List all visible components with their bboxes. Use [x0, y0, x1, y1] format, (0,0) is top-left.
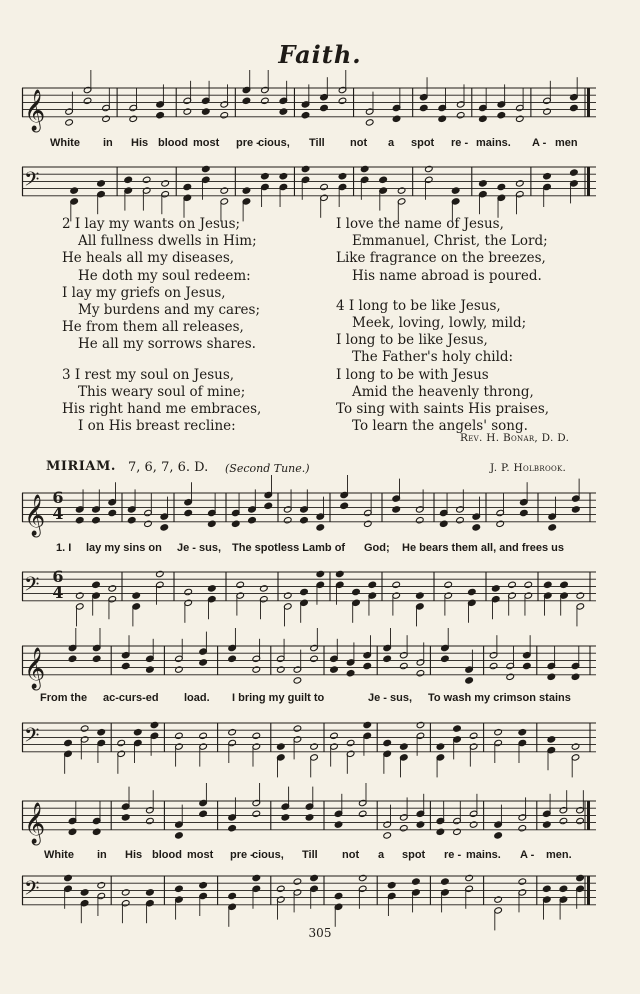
lyric-syllable: From the: [40, 692, 88, 704]
treble-clef-icon: 𝄞: [24, 802, 46, 844]
time-signature-bass: [52, 569, 64, 601]
verse-line: All fullness dwells in Him;: [78, 233, 257, 250]
note-head: [497, 112, 506, 119]
note-head: [334, 892, 343, 899]
time-signature-treble: [52, 490, 64, 522]
lyric-syllable: spot: [402, 849, 426, 861]
lyric-syllable: in: [97, 849, 107, 861]
hymn-title: Faith.: [278, 40, 362, 69]
note-head: [228, 729, 237, 736]
verse-line: 3 I rest my soul on Jesus,: [62, 366, 235, 383]
note-head: [560, 581, 569, 588]
tune-meter: 7, 6, 7, 6. D.: [128, 460, 209, 475]
verse-line: I on His breast recline:: [78, 418, 236, 435]
note-head: [64, 874, 73, 881]
lyric-syllable: White: [44, 849, 74, 861]
lyrics-line-3: [0, 849, 640, 863]
note-head: [150, 721, 159, 728]
note-head: [199, 732, 208, 739]
note-head: [543, 885, 552, 892]
lyric-syllable: White: [50, 137, 80, 149]
note-head: [516, 180, 525, 187]
note-head: [441, 878, 450, 885]
note-head: [547, 736, 556, 743]
lyric-syllable: lay my sins on: [86, 542, 162, 554]
treble-staff-3: [22, 642, 596, 689]
note-head: [320, 104, 329, 111]
lyric-syllable: spot: [411, 137, 435, 149]
verse-line: I love the name of Jesus,: [336, 216, 504, 232]
lyric-syllable: a: [378, 849, 385, 861]
second-tune-note: (Second Tune.): [225, 462, 310, 475]
lyric-syllable: cious,: [252, 849, 284, 861]
bass-clef-icon: 𝄢: [24, 876, 40, 905]
note-head: [92, 655, 101, 662]
note-head: [228, 892, 237, 899]
note-head: [146, 889, 155, 896]
note-head: [305, 814, 314, 821]
tune-name: MIRIAM.: [46, 459, 116, 474]
note-head: [252, 732, 261, 739]
lyric-syllable: He bears them all, and frees us: [402, 542, 565, 554]
note-head: [576, 592, 585, 599]
note-head: [469, 821, 478, 828]
note-head: [379, 176, 388, 183]
note-head: [156, 112, 165, 119]
verse-line: The Father's holy child:: [352, 349, 514, 366]
note-head: [518, 825, 527, 832]
note-head: [416, 721, 425, 728]
bass-clef-icon: 𝄢: [24, 167, 40, 196]
note-head: [132, 592, 141, 599]
bass-staff-1: [22, 163, 596, 203]
note-head: [400, 825, 409, 832]
verse-line: To learn the angels' song.: [352, 418, 528, 435]
note-head: [175, 885, 184, 892]
note-head: [559, 817, 568, 824]
note-head: [392, 581, 401, 588]
note-head: [383, 832, 392, 839]
lyric-syllable: men: [555, 137, 578, 149]
verse-line: 2 I lay my wants on Jesus;: [62, 216, 241, 232]
note-head: [456, 112, 465, 119]
note-head: [543, 581, 552, 588]
lyric-syllable: Je - sus,: [368, 692, 413, 704]
note-head: [416, 670, 425, 677]
note-head: [161, 180, 170, 187]
note-head: [479, 180, 488, 187]
note-head: [252, 874, 261, 881]
verse-line: I lay my griefs on Jesus,: [62, 284, 226, 301]
note-head: [416, 517, 425, 524]
note-head: [75, 517, 84, 524]
lyric-syllable: not: [350, 137, 368, 149]
note-head: [523, 662, 532, 669]
time-signature-bottom: 4: [52, 583, 64, 602]
note-head: [281, 814, 290, 821]
note-head: [310, 655, 319, 662]
note-head: [572, 506, 581, 513]
note-head: [199, 882, 208, 889]
lyric-syllable: re -: [444, 849, 462, 861]
note-head: [80, 889, 89, 896]
note-head: [121, 889, 130, 896]
bass-clef-icon: 𝄢: [24, 572, 40, 601]
note-head: [320, 183, 329, 190]
note-head: [516, 115, 525, 122]
note-head: [129, 115, 138, 122]
lyric-syllable: His: [125, 849, 143, 861]
lyric-syllable: men.: [546, 849, 572, 861]
note-head: [117, 739, 126, 746]
note-head: [146, 666, 155, 673]
note-head: [352, 588, 361, 595]
note-head: [301, 165, 310, 172]
note-head: [264, 502, 273, 509]
note-head: [283, 517, 292, 524]
note-head: [231, 520, 240, 527]
note-head: [124, 176, 133, 183]
treble-staff-2: [22, 489, 596, 536]
verse-line: 4 I long to be like Jesus,: [336, 297, 501, 314]
note-head: [92, 581, 101, 588]
note-head: [97, 180, 106, 187]
note-head: [220, 112, 229, 119]
note-head: [68, 828, 77, 835]
note-head: [316, 524, 325, 531]
lyric-syllable: load.: [184, 692, 210, 704]
note-head: [260, 585, 269, 592]
note-head: [330, 732, 339, 739]
note-head: [97, 729, 106, 736]
lyric-syllable: ac-curs-ed: [103, 692, 159, 704]
note-head: [283, 592, 292, 599]
note-head: [416, 592, 425, 599]
lyric-syllable: A -: [520, 849, 535, 861]
note-head: [412, 878, 421, 885]
note-head: [368, 581, 377, 588]
lyric-syllable: A -: [532, 137, 547, 149]
verse-line: He heals all my diseases,: [62, 250, 235, 267]
note-head: [456, 517, 465, 524]
note-head: [156, 570, 165, 577]
treble-clef-icon: 𝄞: [24, 647, 46, 689]
note-head: [279, 173, 288, 180]
note-head: [363, 721, 372, 728]
lyric-syllable: The spotless Lamb of: [232, 542, 346, 554]
note-head: [334, 821, 343, 828]
note-head: [416, 821, 425, 828]
note-head: [520, 509, 529, 516]
note-head: [518, 729, 527, 736]
verse-author-credit: Rev. H. Bonar, D. D.: [460, 432, 570, 444]
note-head: [441, 655, 450, 662]
note-head: [310, 743, 319, 750]
note-head: [175, 732, 184, 739]
note-head: [330, 666, 339, 673]
note-head: [400, 662, 409, 669]
note-head: [436, 743, 445, 750]
note-head: [144, 520, 153, 527]
treble-clef-icon: 𝄞: [24, 494, 46, 536]
lyric-syllable: most: [193, 137, 220, 149]
note-head: [576, 817, 585, 824]
note-head: [228, 655, 237, 662]
note-head: [160, 524, 169, 531]
lyric-syllable: re -: [451, 137, 469, 149]
note-head: [468, 588, 477, 595]
note-head: [571, 673, 580, 680]
note-head: [146, 817, 155, 824]
note-head: [301, 112, 310, 119]
note-head: [559, 885, 568, 892]
note-head: [383, 739, 392, 746]
lyric-syllable: not: [342, 849, 360, 861]
note-head: [358, 874, 367, 881]
verse-line: I long to be like Jesus,: [336, 332, 488, 349]
note-head: [392, 506, 401, 513]
note-head: [261, 173, 270, 180]
note-head: [92, 828, 101, 835]
note-head: [453, 828, 462, 835]
note-head: [277, 666, 286, 673]
note-head: [346, 670, 355, 677]
note-head: [97, 882, 106, 889]
note-head: [444, 581, 453, 588]
note-head: [494, 832, 503, 839]
note-head: [220, 187, 229, 194]
note-head: [469, 732, 478, 739]
lyric-syllable: mains.: [476, 137, 511, 149]
note-head: [360, 165, 369, 172]
bass-staff-2: [22, 568, 596, 608]
note-head: [252, 810, 261, 817]
treble-staff-4: [22, 797, 596, 844]
treble-clef-icon: 𝄞: [24, 89, 46, 131]
verse-line: He all my sorrows shares.: [78, 336, 256, 353]
note-head: [175, 832, 184, 839]
note-head: [277, 885, 286, 892]
note-head: [228, 825, 237, 832]
note-head: [80, 725, 89, 732]
note-head: [524, 581, 533, 588]
note-head: [68, 655, 77, 662]
lyrics-line-1: [0, 542, 640, 556]
note-head: [494, 729, 503, 736]
note-head: [183, 183, 192, 190]
time-signature-top: 6: [52, 567, 64, 586]
note-head: [142, 176, 151, 183]
lyric-syllable: blood: [158, 137, 188, 149]
note-head: [108, 585, 117, 592]
note-head: [338, 173, 347, 180]
page-number: 305: [308, 926, 332, 940]
time-signature-bottom: 4: [52, 504, 64, 523]
note-head: [127, 517, 136, 524]
note-head: [363, 662, 372, 669]
note-head: [491, 585, 500, 592]
note-head: [300, 588, 309, 595]
note-head: [248, 517, 257, 524]
note-head: [358, 810, 367, 817]
verse-line: Emmanuel, Christ, the Lord;: [352, 233, 548, 250]
note-head: [75, 592, 84, 599]
note-head: [419, 104, 428, 111]
lyric-syllable: Till: [309, 137, 325, 149]
note-head: [479, 115, 488, 122]
note-head: [570, 104, 579, 111]
note-head: [208, 585, 217, 592]
note-head: [199, 659, 208, 666]
lyric-syllable: To wash my crimson stains: [428, 692, 571, 704]
note-head: [543, 821, 552, 828]
time-signature-top: 6: [52, 488, 64, 507]
bass-staff-4: [22, 872, 596, 912]
lyric-syllable: mains.: [466, 849, 501, 861]
lyric-syllable: God;: [364, 542, 390, 554]
lyric-syllable: a: [388, 137, 395, 149]
verses-left-column: [62, 216, 261, 435]
note-head: [576, 874, 585, 881]
composer-credit: J. P. Holbrook.: [490, 462, 567, 474]
note-head: [425, 165, 434, 172]
note-head: [451, 187, 460, 194]
lyrics-line-2: [0, 692, 640, 706]
lyric-syllable: Je - sus,: [177, 542, 222, 554]
note-head: [108, 509, 117, 516]
bass-staff-3: [22, 719, 596, 759]
verse-line: To sing with saints His praises,: [336, 401, 550, 418]
note-head: [364, 520, 373, 527]
note-head: [293, 725, 302, 732]
note-head: [543, 108, 552, 115]
note-head: [252, 666, 261, 673]
note-head: [121, 662, 130, 669]
lyrics-line-first-tune: [0, 137, 640, 151]
note-head: [548, 524, 557, 531]
verse-line: His right hand me embraces,: [62, 401, 262, 418]
note-head: [102, 115, 111, 122]
note-head: [183, 108, 192, 115]
verse-line: I long to be with Jesus: [336, 366, 489, 383]
lyric-syllable: blood: [152, 849, 182, 861]
lyric-syllable: cious,: [258, 137, 290, 149]
note-head: [465, 677, 474, 684]
note-head: [397, 187, 406, 194]
note-head: [392, 115, 401, 122]
note-head: [439, 520, 448, 527]
note-head: [506, 673, 515, 680]
note-head: [547, 673, 556, 680]
note-head: [387, 882, 396, 889]
note-head: [310, 874, 319, 881]
note-head: [293, 677, 302, 684]
note-head: [400, 743, 409, 750]
note-head: [293, 878, 302, 885]
note-head: [277, 743, 286, 750]
note-head: [184, 509, 193, 516]
note-head: [242, 97, 251, 104]
note-head: [453, 725, 462, 732]
note-head: [365, 119, 374, 126]
note-head: [236, 581, 245, 588]
lyric-syllable: I bring my guilt to: [232, 692, 325, 704]
note-head: [121, 814, 130, 821]
note-head: [543, 173, 552, 180]
verses-right-column: [336, 216, 549, 435]
verse-line: My burdens and my cares;: [78, 302, 260, 319]
note-head: [65, 119, 74, 126]
note-head: [70, 187, 79, 194]
note-head: [92, 517, 101, 524]
note-head: [279, 108, 288, 115]
note-head: [383, 655, 392, 662]
verse-line: He doth my soul redeem:: [78, 267, 251, 284]
note-head: [300, 517, 309, 524]
note-head: [316, 570, 325, 577]
note-head: [199, 810, 208, 817]
verse-line: This weary soul of mine;: [78, 383, 246, 400]
verse-line: He from them all releases,: [62, 319, 244, 336]
lyric-syllable: in: [103, 137, 113, 149]
note-head: [64, 739, 73, 746]
bass-clef-icon: 𝄢: [24, 723, 40, 752]
note-head: [494, 896, 503, 903]
verse-line: Like fragrance on the breezes,: [336, 250, 546, 267]
lyric-syllable: pre -: [236, 137, 260, 149]
note-head: [496, 520, 505, 527]
note-head: [497, 183, 506, 190]
note-head: [436, 828, 445, 835]
note-head: [83, 97, 92, 104]
note-head: [242, 187, 251, 194]
verse-line: Meek, loving, lowly, mild;: [352, 315, 527, 332]
verse-line: His name abroad is poured.: [352, 267, 542, 284]
note-head: [570, 169, 579, 176]
note-head: [438, 115, 447, 122]
lyric-syllable: Till: [302, 849, 318, 861]
note-head: [518, 878, 527, 885]
note-head: [202, 108, 211, 115]
note-head: [335, 570, 344, 577]
note-head: [508, 581, 517, 588]
note-head: [571, 743, 580, 750]
note-head: [261, 97, 270, 104]
note-head: [465, 874, 474, 881]
note-head: [472, 524, 481, 531]
note-head: [346, 739, 355, 746]
lyric-syllable: most: [187, 849, 214, 861]
note-head: [489, 662, 498, 669]
note-head: [184, 588, 193, 595]
lyric-syllable: 1. I: [56, 542, 72, 554]
note-head: [340, 502, 349, 509]
note-head: [134, 729, 143, 736]
note-head: [208, 520, 217, 527]
note-head: [202, 165, 211, 172]
lyric-syllable: pre -: [230, 849, 254, 861]
note-head: [175, 666, 184, 673]
note-head: [338, 97, 347, 104]
verse-line: Amid the heavenly throng,: [352, 383, 534, 400]
treble-staff-1: [22, 84, 596, 131]
lyric-syllable: His: [131, 137, 149, 149]
